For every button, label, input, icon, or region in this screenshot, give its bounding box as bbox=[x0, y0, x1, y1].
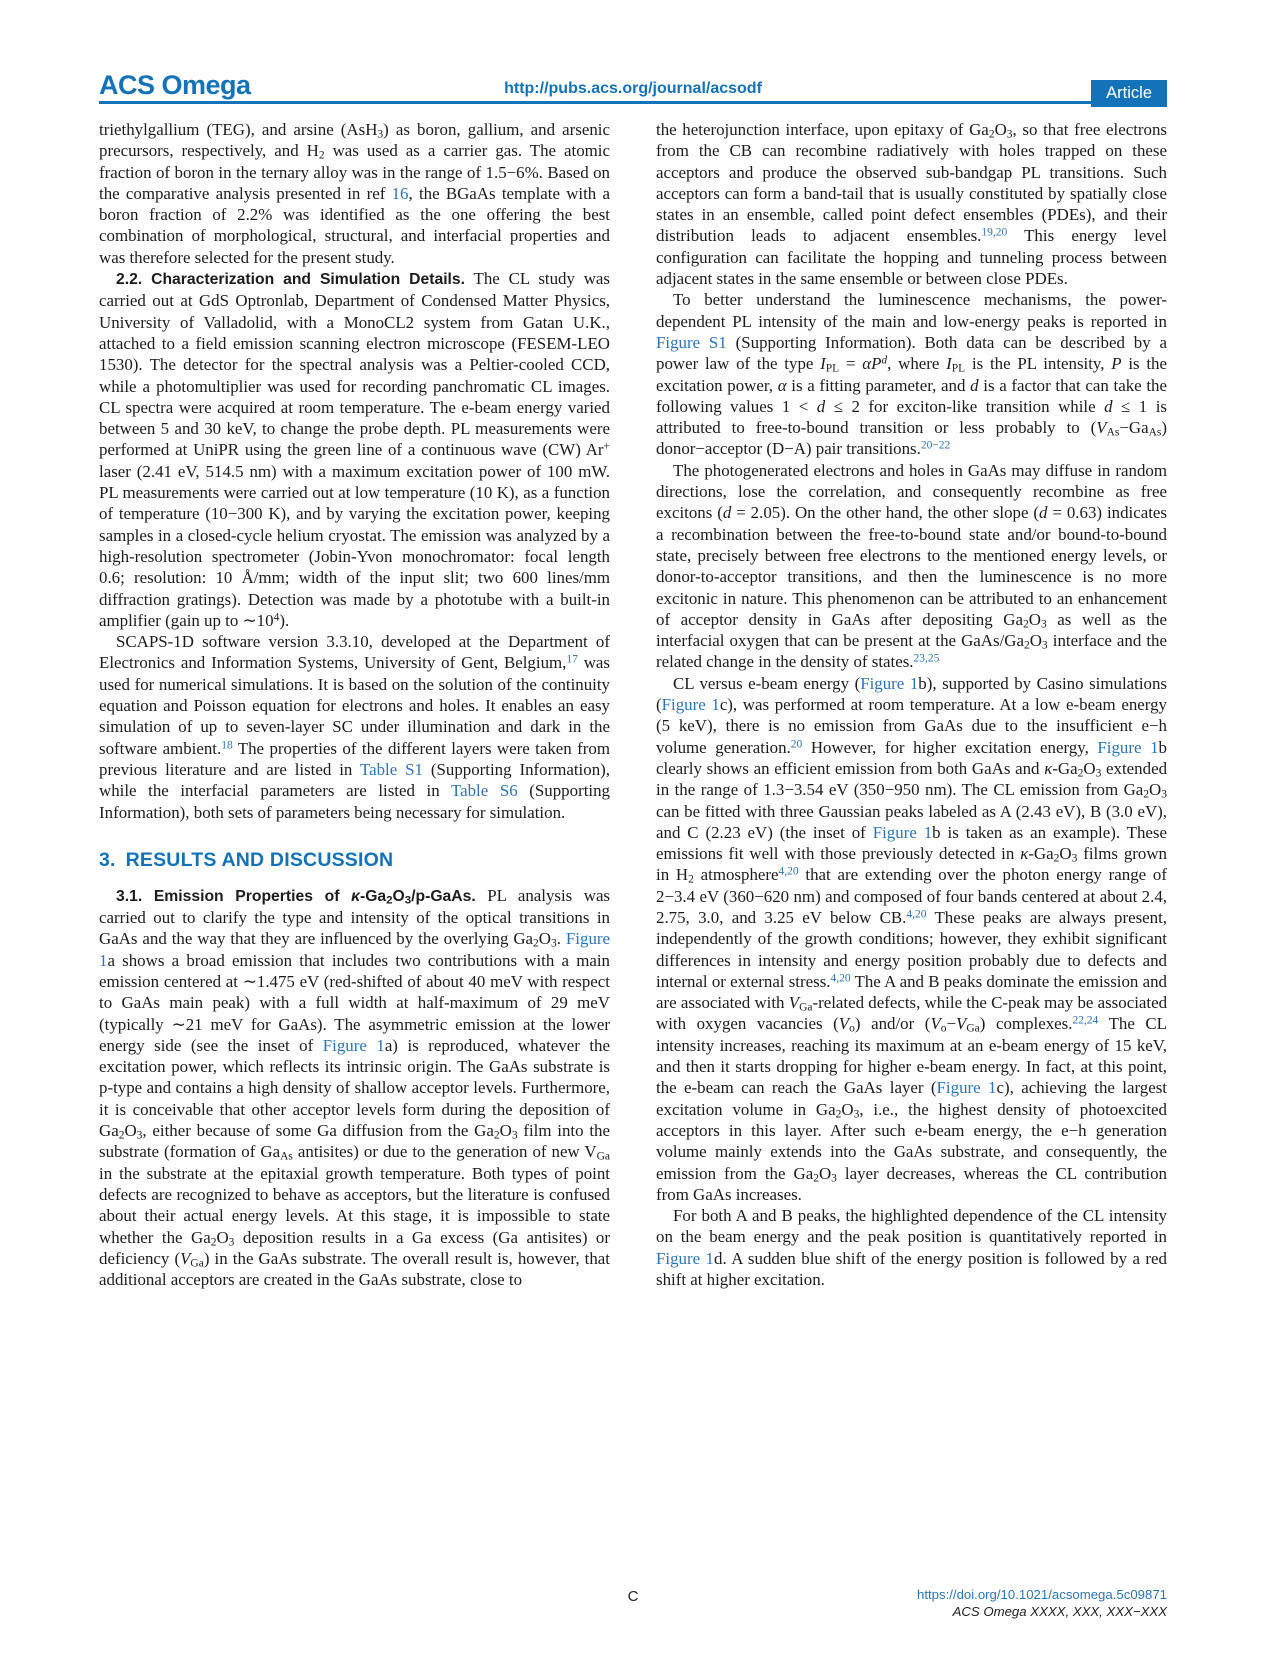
text-run: The properties of the different layers were taken from previous literature and are listed in bbox=[99, 738, 610, 779]
text-run: V bbox=[838, 1014, 850, 1034]
text-run: ). bbox=[279, 610, 290, 630]
right-column bbox=[656, 119, 1167, 1290]
citation-link[interactable]: 4,20 bbox=[830, 972, 851, 985]
text-run: , where bbox=[887, 354, 947, 374]
text-run: films grown in H bbox=[656, 844, 1167, 885]
text-run: α bbox=[862, 354, 872, 374]
text-run: o bbox=[849, 1022, 855, 1035]
article-type-badge: Article bbox=[1091, 80, 1167, 108]
text-run: V bbox=[788, 993, 800, 1013]
text-run: As bbox=[1106, 426, 1120, 439]
text-run: b is taken as an example). These emissions fit well with those previously detected in bbox=[656, 822, 1167, 864]
text-run: ≤ 2 for exciton-like transition while bbox=[825, 396, 1105, 416]
text-run: the heterojunction interface, upon epitaxy of Ga bbox=[656, 120, 989, 139]
text-run: is the excitation power, bbox=[656, 354, 1167, 395]
inline-link[interactable]: Figure 1 bbox=[661, 695, 720, 715]
text-run: is the PL intensity, bbox=[965, 354, 1112, 374]
text-run: However, for higher excitation energy, bbox=[802, 737, 1098, 757]
text-run: is a factor that can take the following values 1 < bbox=[656, 375, 1167, 416]
text-run: film into the substrate (formation of Ga bbox=[99, 1121, 610, 1162]
text-run: I bbox=[820, 354, 826, 374]
text-run: d bbox=[1039, 503, 1048, 523]
text-run: The CL study was carried out at GdS Optronlab, Department of Condensed Matter Physics, University of Valladolid, with a MonoCL2 system from Gatan U.K., attached to a field emission scanning electron microscope (FESEM-LEO 1530). The detector for the spectral analysis was a Peltier-cooled CCD, while a photomultiplier was used for recording panchromatic CL images. CL spectra were acquired at room temperature. The e-beam energy varied between 5 and 30 keV, to change the probe depth. PL measurements were performed at UniPR using the green line of a continuous wave (CW) Ar bbox=[99, 269, 610, 460]
paragraph bbox=[99, 268, 610, 631]
text-run: CL versus e-beam energy ( bbox=[673, 673, 861, 693]
text-run: . bbox=[556, 929, 566, 949]
text-run: These peaks are always present, independently of the growth conditions; however, they exhibit significant differences in intensity and energy position probably due to defects and internal or external stress. bbox=[656, 907, 1167, 991]
text-run: O bbox=[1029, 631, 1042, 651]
text-run: 3 bbox=[136, 1129, 143, 1142]
text-run: a shows a broad emission that includes two contributions with a main emission centered at ∼1.475 eV (red-shifted of about 40 meV with respect to GaAs main peak) with a full width at half-maximum of 29 meV (typically ∼21 meV for GaAs). The asymmetric emission at the lower energy side (see the inset of bbox=[99, 950, 610, 1055]
text-run: extended in the range of 1.3−3.54 eV (350−950 nm). The CL emission from Ga bbox=[656, 758, 1168, 800]
text-run: 2 bbox=[118, 1129, 125, 1142]
text-run: 2 bbox=[1053, 852, 1060, 865]
text-run: As bbox=[1148, 426, 1162, 439]
text-run: 3 bbox=[551, 937, 557, 950]
text-run: , so that free electrons from the CB can recombine radiatively with holes trapped on these acceptors and produce the observed sub-bandgap PL transitions. Such acceptors can form a band-tail that is usually constituted by spatially close states in an ensemble, called point defect ensembles (PDEs), and their distribution leads to adjacent ensembles. bbox=[656, 120, 1167, 246]
paragraph bbox=[656, 460, 1167, 673]
paragraph bbox=[656, 673, 1167, 1205]
text-run: 3.1. Emission Properties of bbox=[116, 887, 352, 905]
text-run: d bbox=[722, 503, 732, 523]
text-run: Ga bbox=[966, 1022, 980, 1035]
text-run: ) donor−acceptor (D−A) pair transitions. bbox=[656, 418, 1167, 459]
inline-link[interactable]: Figure 1 bbox=[936, 1078, 997, 1098]
text-run: V bbox=[930, 1014, 941, 1034]
text-run: antisites) or due to the generation of new V bbox=[292, 1142, 597, 1162]
text-run: o bbox=[940, 1022, 947, 1035]
text-run: , the BGaAs template with a boron fraction of 2.2% was identified as the one offering the best combination of morphological, structural, and interfacial properties and was therefore selected for the present study. bbox=[99, 183, 610, 267]
text-run: interface and the related change in the density of states. bbox=[656, 631, 1167, 672]
text-run: O bbox=[1028, 609, 1041, 629]
text-run: κ bbox=[1044, 758, 1053, 778]
text-run: 2 bbox=[1023, 639, 1030, 652]
text-run: 3 bbox=[1041, 639, 1048, 652]
text-run: a) is reproduced, whatever the excitation power, which reflects its intrinsic origin. The GaAs substrate is p-type and contains a high density of shallow acceptor levels. Furthermore, it is conceivable that other acceptor levels form during the deposition of Ga bbox=[99, 1035, 610, 1141]
text-run: 2.2. Characterization and Simulation Details. bbox=[116, 271, 466, 289]
text-run: layer decreases, whereas the CL contribution from GaAs increases. bbox=[656, 1163, 1167, 1204]
citation-link[interactable]: 19,20 bbox=[981, 226, 1008, 239]
text-run: 3 bbox=[853, 1108, 860, 1121]
text-run: Ga bbox=[190, 1257, 204, 1270]
citation-line bbox=[917, 1603, 1167, 1620]
text-run: b clearly shows an efficient emission from both GaAs and bbox=[656, 737, 1167, 778]
text-run: PL analysis was carried out to clarify the type and intensity of the optical transitions in GaAs and the way that they are influenced by the overlying Ga bbox=[99, 885, 611, 949]
text-run: O bbox=[1059, 844, 1072, 864]
article-body bbox=[99, 119, 1167, 1290]
paragraph bbox=[99, 631, 610, 823]
text-run: 2 bbox=[493, 1129, 500, 1142]
inline-link[interactable]: Table S1 bbox=[359, 759, 423, 779]
text-run: The CL intensity increases, reaching its maximum at an e-beam energy of 15 keV, and then it starts dropping for higher e-beam energy. In fact, at this point, the e-beam can reach the GaAs layer ( bbox=[656, 1014, 1168, 1098]
inline-link[interactable]: Figure 1 bbox=[872, 822, 933, 842]
text-run: ) in the GaAs substrate. The overall result is, however, that additional acceptors are created in the GaAs substrate, close to bbox=[99, 1248, 610, 1290]
text-run: , either because of some Ga diffusion from the Ga bbox=[142, 1121, 494, 1141]
text-run: c), was performed at room temperature. At a low e-beam energy (5 keV), there is no emission from GaAs due to the insufficient e−h volume generation. bbox=[656, 695, 1167, 757]
text-run: The A and B peaks dominate the emission and are associated with bbox=[656, 971, 1167, 1013]
inline-link[interactable]: Figure 1 bbox=[860, 673, 919, 693]
text-run: κ bbox=[1020, 844, 1029, 864]
journal-header bbox=[99, 68, 1167, 104]
inline-link[interactable]: Figure 1 bbox=[99, 929, 611, 970]
text-run: PL bbox=[825, 362, 840, 375]
paragraph bbox=[656, 1205, 1167, 1290]
text-run: κ bbox=[351, 887, 360, 905]
text-run: V bbox=[956, 1014, 967, 1034]
inline-link[interactable]: Figure 1 bbox=[322, 1035, 385, 1055]
text-run: 3 bbox=[377, 128, 384, 141]
text-run: d bbox=[1104, 396, 1113, 416]
text-run: /p-GaAs. bbox=[411, 887, 476, 905]
citation-link[interactable]: 20 bbox=[790, 737, 803, 750]
footer-citation-block bbox=[917, 1586, 1167, 1620]
text-run: V bbox=[1096, 418, 1107, 438]
text-run: d bbox=[816, 396, 826, 416]
text-run: b), supported by Casino simulations ( bbox=[656, 673, 1167, 715]
text-run: O bbox=[1149, 780, 1162, 800]
citation-journal: ACS Omega bbox=[952, 1604, 1027, 1619]
text-run: 2 bbox=[688, 873, 694, 886]
text-run: 2 bbox=[318, 149, 325, 162]
text-run: that are extending over the photon energy range of 2−3.4 eV (360−620 nm) and composed of four bands centered at about 2.4, 2.75, 3.0, and 3.25 eV below CB. bbox=[656, 865, 1167, 927]
text-run: 2 bbox=[835, 1108, 842, 1121]
text-run: For both A and B peaks, the highlighted dependence of the CL intensity on the beam energy and the peak position is quantitatively reported in bbox=[656, 1206, 1167, 1247]
paragraph bbox=[99, 119, 610, 268]
inline-link[interactable]: 16 bbox=[391, 183, 409, 203]
text-run: O bbox=[124, 1121, 137, 1141]
text-run: 2 bbox=[813, 1172, 819, 1185]
inline-link[interactable]: Figure S1 bbox=[656, 332, 727, 352]
text-run: O bbox=[538, 929, 551, 949]
text-run: 3 bbox=[511, 1129, 518, 1142]
text-run: O bbox=[818, 1163, 832, 1183]
text-run: As bbox=[280, 1150, 293, 1163]
text-run: P bbox=[871, 354, 882, 374]
text-run: α bbox=[777, 375, 787, 395]
text-run: PL bbox=[951, 362, 966, 375]
doi-link[interactable]: https://doi.org/10.1021/acsomega.5c09871 bbox=[916, 1587, 1167, 1602]
left-column bbox=[99, 119, 610, 1290]
text-run: SCAPS-1D software version 3.3.10, developed at the Department of Electronics and Information Systems, University of Gent, Belgium, bbox=[99, 632, 610, 673]
citation-link[interactable]: 22,24 bbox=[1072, 1014, 1099, 1027]
text-run: (Supporting Information), while the interfacial parameters are listed in bbox=[99, 759, 610, 801]
citation-link[interactable]: 20−22 bbox=[920, 439, 951, 452]
text-run: is a fitting parameter, and bbox=[786, 375, 971, 395]
text-run: ) complexes. bbox=[979, 1014, 1073, 1034]
text-run: O bbox=[392, 887, 405, 905]
page-number: C bbox=[627, 1588, 639, 1605]
text-run: 2 bbox=[210, 1236, 217, 1249]
citation-link[interactable]: 4,20 bbox=[906, 908, 927, 921]
inline-link[interactable]: Table S6 bbox=[450, 781, 518, 801]
text-run: = 0.63) indicates a recombination between the free-to-bound state and/or bound-to-bound state, precisely between free electrons to the mentioned energy levels, or donor-to-acceptor transitions, and then the luminescence is no more excitonic in nature. This phenomenon can be attributed to an enhancement of acceptor density in GaAs after depositing Ga bbox=[656, 503, 1167, 629]
paragraph bbox=[99, 885, 610, 1291]
text-run: The photogenerated electrons and holes in GaAs may diffuse in random directions, lose the correlation, and consequently recombine as free excitons ( bbox=[656, 460, 1167, 523]
citation-link[interactable]: 23,25 bbox=[913, 652, 940, 665]
text-run: was used as a carrier gas. The atomic fraction of boron in the ternary alloy was in the range of 1.5−6%. Based on the comparative analysis presented in ref bbox=[99, 141, 610, 203]
text-run: -related defects, while the C-peak may be associated with oxygen vacancies ( bbox=[656, 993, 1168, 1034]
text-run: O bbox=[216, 1227, 229, 1247]
text-run: I bbox=[946, 354, 952, 374]
text-run: 4 bbox=[273, 611, 280, 624]
paragraph bbox=[656, 119, 1167, 289]
text-run: -Ga bbox=[359, 887, 387, 905]
text-run: as well as the interfacial oxygen that can be present at the GaAs/Ga bbox=[656, 609, 1168, 651]
text-run: = bbox=[839, 354, 863, 374]
text-run: d. A sudden blue shift of the energy position is followed by a red shift at higher excitation. bbox=[656, 1248, 1167, 1290]
text-run: triethylgallium (TEG), and arsine (AsH bbox=[99, 120, 378, 139]
text-run: 3 bbox=[1006, 128, 1013, 141]
citation-pages: XXXX, XXX, XXX−XXX bbox=[1030, 1604, 1167, 1619]
citation-link[interactable]: 17 bbox=[566, 653, 578, 666]
text-run: laser (2.41 eV, 514.5 nm) with a maximum excitation power of 100 mW. PL measurements were carried out at low temperature (10 K), as a function of temperature (10−300 K), and by varying the excitation power, keeping samples in a closed-cycle helium cryostat. The emission was analyzed by a high-resolution spectrometer (Jobin-Yvon monochromator: focal length 0.6; resolution: 10 Å/mm; width of the input slit; two 600 lines/mm diffraction gratings). Detection was made by a phototube with a built-in amplifier (gain up to ∼10 bbox=[99, 461, 610, 630]
text-run: O bbox=[841, 1099, 854, 1119]
text-run: d bbox=[970, 375, 979, 395]
inline-link[interactable]: Figure 1 bbox=[656, 1248, 715, 1268]
citation-link[interactable]: 4,20 bbox=[778, 865, 799, 878]
text-run: , i.e., the highest density of photoexcited acceptors in this layer. After such e-beam energy, the e−h generation volume mainly extends into the GaAs substrate, and consequently, the emission from the Ga bbox=[656, 1099, 1167, 1183]
text-run: P bbox=[1111, 354, 1122, 374]
journal-url-link[interactable]: http://pubs.acs.org/journal/acsodf bbox=[504, 80, 762, 97]
text-run: atmosphere bbox=[693, 865, 779, 885]
text-run: 2 bbox=[1022, 618, 1029, 631]
text-run: ) as boron, gallium, and arsenic precursors, respectively, and H bbox=[99, 120, 610, 161]
text-run: 3 bbox=[228, 1236, 235, 1249]
text-run: d bbox=[881, 354, 888, 367]
text-run: 2 bbox=[533, 937, 539, 950]
text-run: 2 bbox=[1077, 767, 1084, 780]
text-run: 3 bbox=[1161, 788, 1167, 801]
text-run: To better understand the luminescence mechanisms, the power-dependent PL intensity of the main and low-energy peaks is reported in bbox=[656, 290, 1167, 331]
text-run: − bbox=[946, 1014, 957, 1034]
text-run: 3 bbox=[1095, 767, 1102, 780]
text-run: (Supporting Information), both sets of parameters being necessary for simulation. bbox=[99, 781, 610, 822]
citation-link[interactable]: 18 bbox=[221, 738, 233, 751]
text-run: deposition results in a Ga excess (Ga antisites) or deficiency ( bbox=[99, 1227, 610, 1268]
text-run: 2 bbox=[1143, 788, 1150, 801]
text-run: in the substrate at the epitaxial growth temperature. Both types of point defects are recognized to behave as acceptors, but the literature is confused about their actual energy levels. At this stage, it is impossible to state whether the Ga bbox=[99, 1163, 610, 1247]
text-run: + bbox=[603, 440, 610, 453]
header-rule bbox=[99, 101, 1167, 104]
text-run: -Ga bbox=[1052, 758, 1078, 778]
section-heading: 3. RESULTS AND DISCUSSION bbox=[99, 848, 394, 871]
text-run: O bbox=[499, 1121, 512, 1141]
text-run: c), achieving the largest excitation volume in Ga bbox=[656, 1078, 1167, 1119]
text-run: = 2.05). On the other hand, the other slope ( bbox=[731, 503, 1040, 523]
text-run: O bbox=[994, 120, 1007, 139]
text-run: Ga bbox=[596, 1150, 610, 1163]
text-run: This energy level configuration can facilitate the hopping and tunneling process between adjacent states in the same ensemble or between close PDEs. bbox=[656, 226, 1168, 289]
paragraph bbox=[656, 289, 1167, 459]
inline-link[interactable]: Figure 1 bbox=[1097, 737, 1159, 757]
text-run: ) and/or ( bbox=[854, 1014, 931, 1034]
text-run: −Ga bbox=[1119, 418, 1149, 438]
text-run: was used for numerical simulations. It is based on the solution of the continuity equation and Poisson equation for electrons and holes. It enables an easy simulation of up to seven-layer SC under illumination and dark in the software ambient. bbox=[99, 653, 610, 758]
text-run: ≤ 1 is attributed to free-to-bound transition or less probably to ( bbox=[656, 396, 1168, 438]
text-run: (Supporting Information). Both data can be described by a power law of the type bbox=[656, 332, 1167, 374]
text-run: can be fitted with three Gaussian peaks labeled as A (2.43 eV), B (3.0 eV), and C (2.23 eV) (the inset of bbox=[656, 801, 1167, 842]
text-run: 3 bbox=[1040, 618, 1047, 631]
text-run: O bbox=[1083, 758, 1096, 778]
text-run: 2 bbox=[386, 894, 393, 907]
text-run: V bbox=[180, 1248, 191, 1268]
text-run: 3 bbox=[831, 1172, 837, 1185]
text-run: -Ga bbox=[1028, 844, 1054, 864]
text-run: 3 bbox=[404, 894, 412, 907]
journal-logo: ACS Omega bbox=[99, 70, 251, 100]
text-run: Ga bbox=[799, 1001, 813, 1014]
text-run: 2 bbox=[988, 128, 995, 141]
text-run: 3 bbox=[1071, 852, 1078, 865]
